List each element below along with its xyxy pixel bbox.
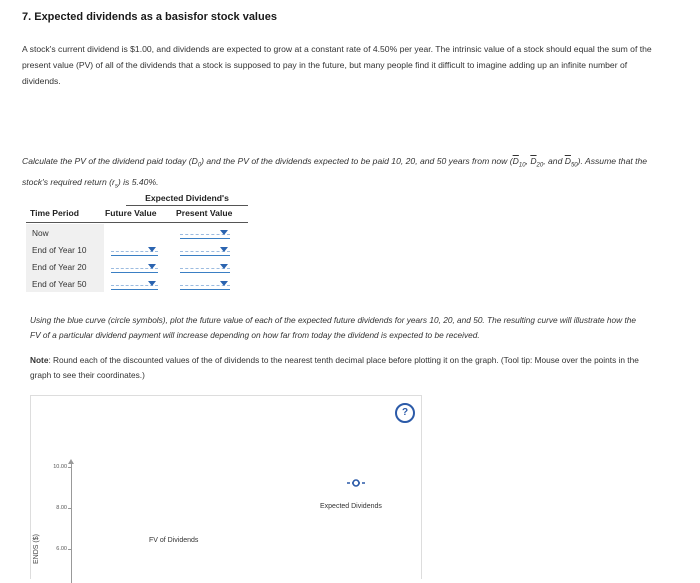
chevron-down-icon	[220, 281, 228, 286]
fv-year20-dropdown[interactable]	[111, 258, 158, 273]
y-tick-mark	[68, 549, 71, 550]
table-row	[26, 258, 104, 275]
chevron-down-icon	[220, 264, 228, 269]
y-tick-mark	[68, 508, 71, 509]
question-title: 7. Expected dividends as a basisfor stock values	[22, 11, 277, 23]
y-tick-label: 8.00	[56, 505, 67, 511]
table-row	[26, 224, 104, 241]
y-axis-label: ENDS ($)	[33, 534, 40, 564]
group-header: Expected Dividend's	[145, 193, 229, 203]
chevron-down-icon	[148, 247, 156, 252]
header-divider	[26, 222, 248, 223]
pv-year20-dropdown[interactable]	[180, 258, 230, 273]
fv-year10-dropdown[interactable]	[111, 241, 158, 256]
row-label-year20: End of Year 20	[32, 262, 87, 272]
col-header-fv: Future Value	[105, 208, 157, 218]
y-axis	[71, 463, 72, 583]
table-row	[26, 241, 104, 258]
y-tick-label: 6.00	[56, 546, 67, 552]
calc-instructions: Calculate the PV of the dividend paid today $(D_0)$ and the PV of the dividends expected to be paid 10, 20, and 50 years from now ($\overline{D}_{10}$, $\overline{D}_{20}$, and $\overline{D}_{50}$). Assume that the stock's required return $(r_s)$ is 5.40%.	[22, 156, 648, 190]
group-underline	[126, 205, 248, 206]
chevron-down-icon	[148, 264, 156, 269]
legend-label: Expected Dividends	[320, 503, 382, 510]
pv-year50-dropdown[interactable]	[180, 275, 230, 290]
note-paragraph: Note: Round each of the discounted values of the of dividends to the nearest tenth decimal place before plotting it on the graph. (Tool tip: Mouse over the points in the graph to see their coordinates.)	[30, 355, 639, 380]
y-tick-label: 10.00	[53, 464, 67, 470]
help-icon[interactable]: ?	[395, 403, 415, 423]
pv-now-dropdown[interactable]	[180, 224, 230, 239]
intro-paragraph: A stock's current dividend is $1.00, and dividends are expected to grow at a constant rate of 4.50% per year. The intrinsic value of a stock should equal the sum of the present value (PV) of all of the dividends that a stock is supposed to pay in the future, but many people find it difficult to imagine adding up an infinite number of dividends.	[22, 44, 652, 86]
plot-instructions: Using the blue curve (circle symbols), plot the future value of each of the expected future dividends for years 10, 20, and 50. The resulting curve will illustrate how the FV of a particular dividend payment will increase depending on how far from today the dividend is expected to be received.	[30, 315, 636, 340]
chevron-down-icon	[148, 281, 156, 286]
row-label-year10: End of Year 10	[32, 245, 87, 255]
table-row	[26, 275, 104, 292]
pv-year10-dropdown[interactable]	[180, 241, 230, 256]
col-header-time: Time Period	[30, 208, 80, 218]
y-tick-mark	[68, 467, 71, 468]
legend-circle-icon[interactable]	[347, 478, 365, 488]
row-label-now: Now	[32, 228, 49, 238]
row-label-year50: End of Year 50	[32, 279, 87, 289]
fv-year50-dropdown[interactable]	[111, 275, 158, 290]
chevron-down-icon	[220, 247, 228, 252]
col-header-pv: Present Value	[176, 208, 233, 218]
chevron-down-icon	[220, 230, 228, 235]
fv-curve-label: FV of Dividends	[149, 537, 199, 544]
